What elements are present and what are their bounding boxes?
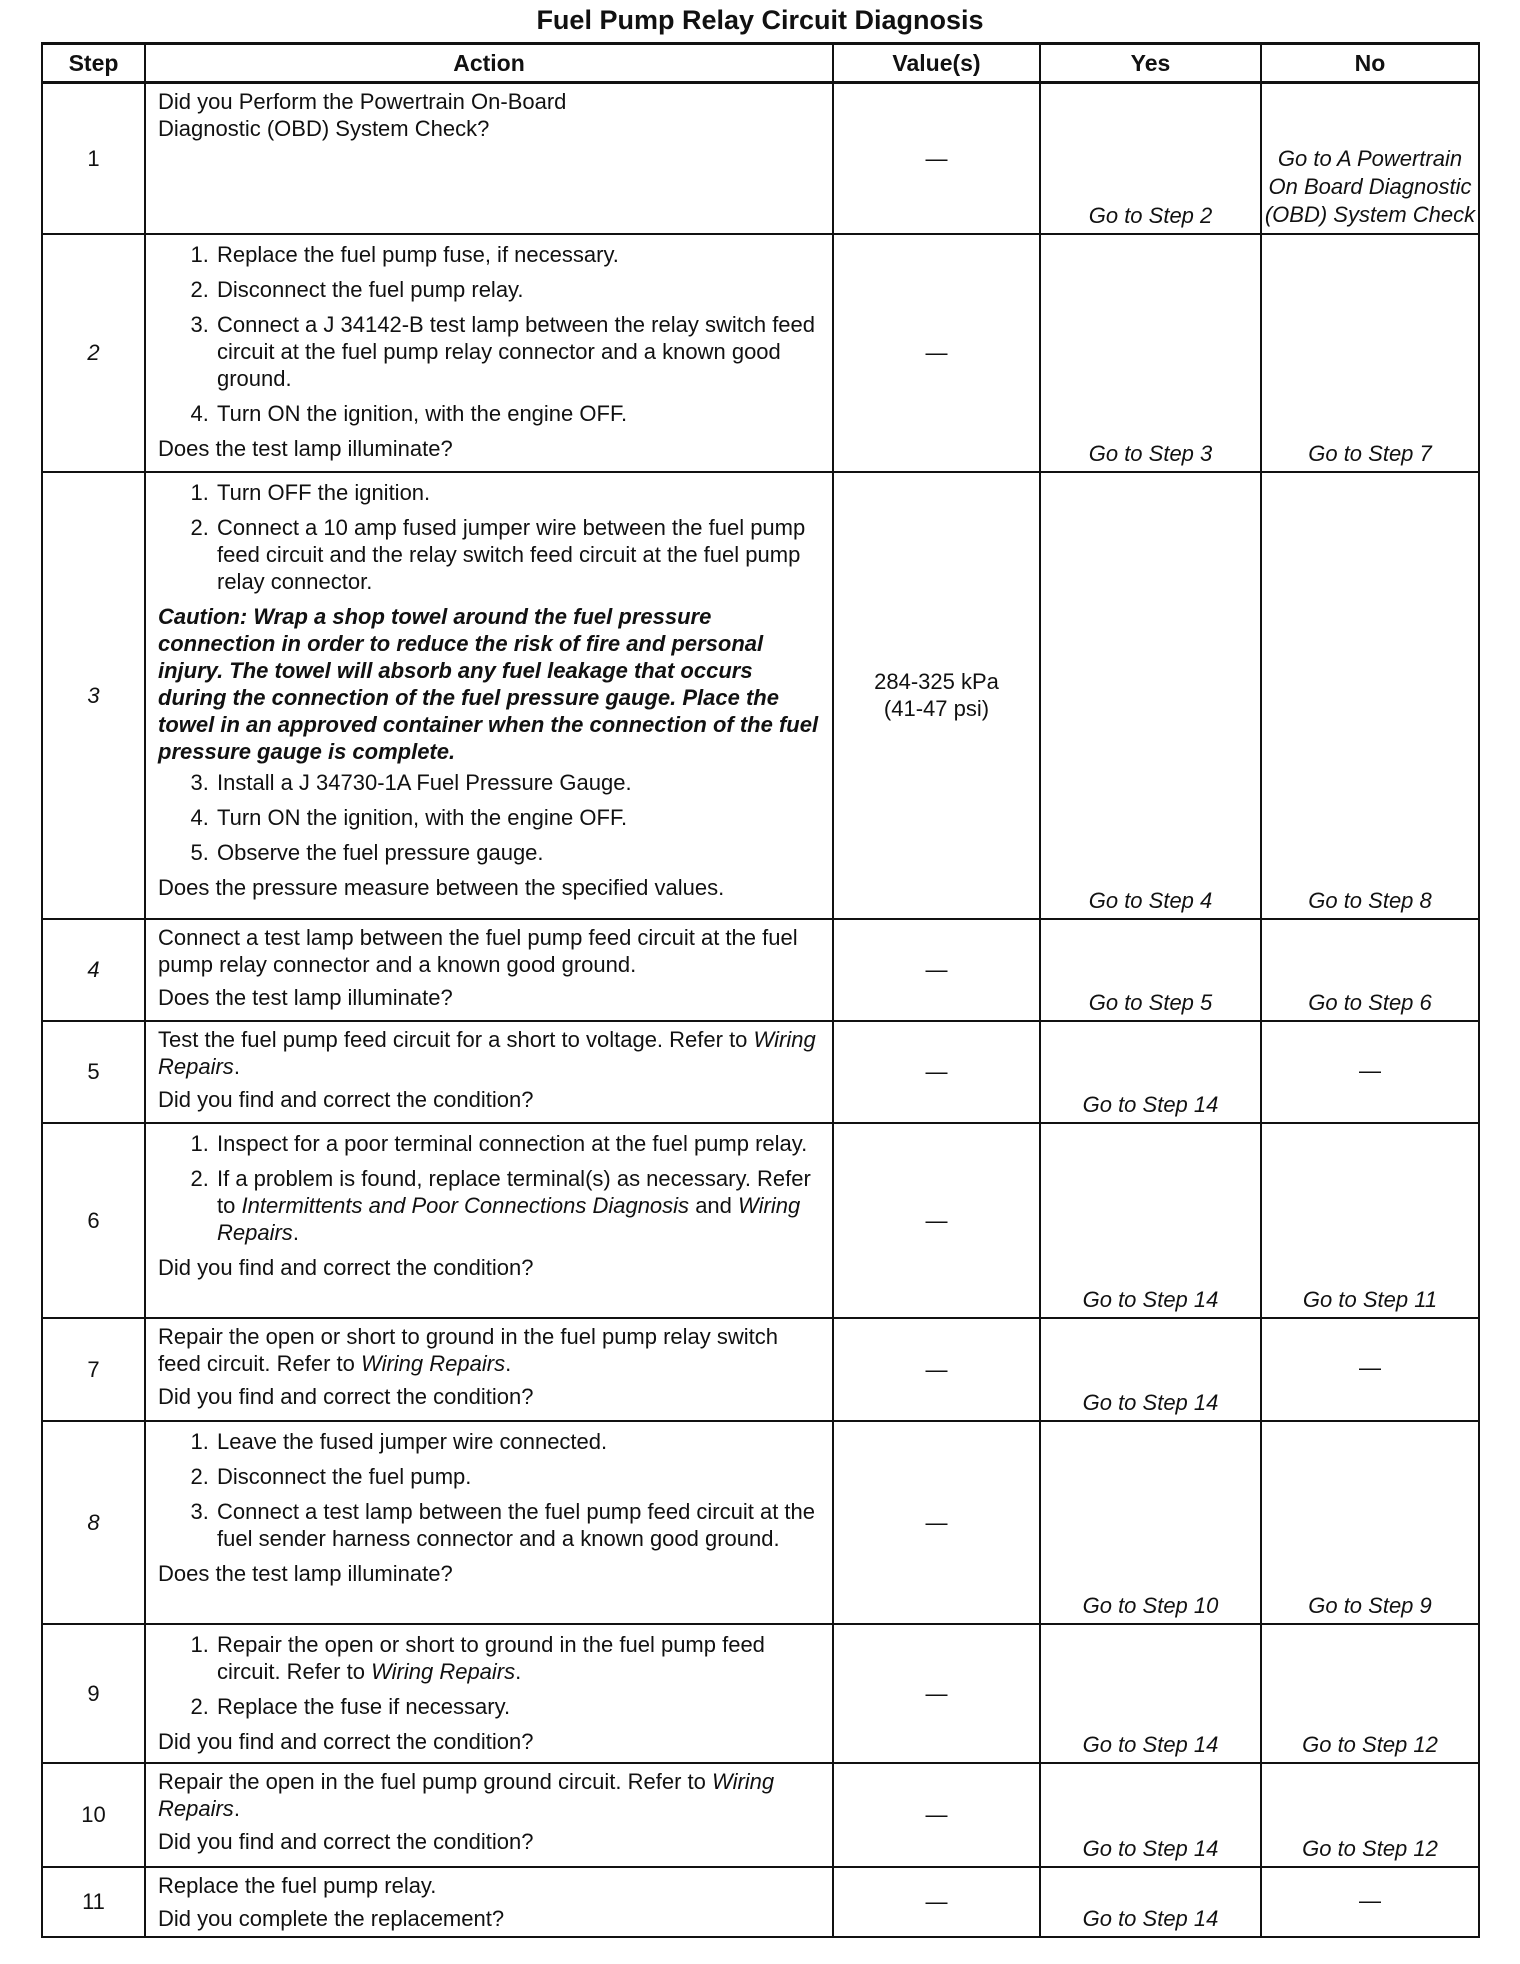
value-cell: — [833,1763,1040,1867]
table-row [42,1763,1479,1867]
action-cell [145,1867,833,1937]
header-yes: Yes [1040,44,1261,83]
yes-cell: Go to Step 3 [1040,234,1261,472]
action-text-main: Test the fuel pump feed circuit for a short to voltage. Refer to [158,1026,748,1052]
action-item: 3. Install a J 34730-1A Fuel Pressure Gauge. [215,769,824,796]
no-cell: Go to Step 6 [1261,919,1479,1021]
action-item: 3. Connect a test lamp between the fuel pump feed circuit at the fuel sender harness connector and a known good ground. [215,1498,824,1552]
action-question: Does the pressure measure between the specified values. [158,874,725,900]
no-cell: — [1261,1867,1479,1937]
header-row [42,44,1479,83]
action-cell [145,472,833,919]
wiring-repairs-ref: Wiring Repairs [361,1350,506,1376]
step-number: 2 [42,234,145,472]
step-number: 8 [42,1421,145,1624]
step-number: 6 [42,1123,145,1318]
value-cell: — [833,83,1040,234]
action-item: 2. Disconnect the fuel pump. [215,1463,824,1490]
wiring-repairs-ref: Wiring Repairs [158,1026,816,1079]
value-cell: — [833,1624,1040,1763]
intermittents-ref: Intermittents and Poor Connections Diagnosis [241,1192,690,1218]
action-cell [145,1021,833,1123]
no-cell: — [1261,1318,1479,1421]
table-row [42,234,1479,472]
value-cell: — [833,919,1040,1021]
table-row [42,1123,1479,1318]
yes-cell: Go to Step 10 [1040,1421,1261,1624]
yes-cell: Go to Step 14 [1040,1318,1261,1421]
action-question: Did you find and correct the condition? [158,1728,534,1754]
action-item: 5. Observe the fuel pressure gauge. [215,839,824,866]
action-item: 1. Leave the fused jumper wire connected. [215,1428,824,1455]
action-item-text: Repair the open or short to ground in the fuel pump feed circuit. Refer to [217,1631,765,1684]
yes-cell: Go to Step 2 [1040,83,1261,234]
action-item-text: If a problem is found, replace terminal(s) as necessary. Refer to [217,1165,811,1218]
table-row [42,1867,1479,1937]
no-cell: Go to Step 11 [1261,1123,1479,1318]
action-cell [145,1421,833,1624]
action-item: 1. Repair the open or short to ground in the fuel pump feed circuit. Refer to Wiring Repairs. [215,1631,824,1685]
table-row [42,1624,1479,1763]
action-cell [145,234,833,472]
yes-cell: Go to Step 14 [1040,1123,1261,1318]
action-item: 3. Connect a J 34142-B test lamp between the relay switch feed circuit at the fuel pump relay connector and a known good ground. [215,311,824,392]
action-question: Does the test lamp illuminate? [158,435,453,461]
yes-cell: Go to Step 4 [1040,472,1261,919]
no-text: Go to A Powertrain On Board Diagnostic (OBD) System Check [1264,145,1476,227]
action-item: 2. Disconnect the fuel pump relay. [215,276,824,303]
value-cell: — [833,1123,1040,1318]
action-item: 1. Replace the fuel pump fuse, if necessary. [215,241,824,268]
action-question: Did you find and correct the condition? [158,1254,534,1280]
action-item: 2. Connect a 10 amp fused jumper wire between the fuel pump feed circuit and the relay switch feed circuit at the fuel pump relay connector. [215,514,824,595]
action-item: 4. Turn ON the ignition, with the engine OFF. [215,400,824,427]
no-cell: Go to Step 8 [1261,472,1479,919]
action-item: 1. Inspect for a poor terminal connection at the fuel pump relay. [215,1130,824,1157]
yes-cell: Go to Step 14 [1040,1624,1261,1763]
wiring-repairs-ref: Wiring Repairs [158,1768,775,1821]
action-cell [145,919,833,1021]
table-row [42,919,1479,1021]
step-number: 11 [42,1867,145,1937]
action-item: 4. Turn ON the ignition, with the engine OFF. [215,804,824,831]
table-row [42,472,1479,919]
value-cell: — [833,1021,1040,1123]
action-cell [145,83,833,234]
action-question: Did you complete the replacement? [158,1905,505,1931]
no-cell: Go to Step 9 [1261,1421,1479,1624]
action-question: Does the test lamp illuminate? [158,984,453,1010]
page-title: Fuel Pump Relay Circuit Diagnosis [536,5,984,35]
header-values: Value(s) [833,44,1040,83]
table-row [42,1318,1479,1421]
no-cell [1261,83,1479,234]
no-cell: Go to Step 12 [1261,1763,1479,1867]
diagnosis-table [41,42,1480,1938]
step-number: 4 [42,919,145,1021]
step-number: 10 [42,1763,145,1867]
yes-cell: Go to Step 14 [1040,1021,1261,1123]
no-cell: Go to Step 12 [1261,1624,1479,1763]
header-step: Step [42,44,145,83]
header-no: No [1261,44,1479,83]
action-cell [145,1318,833,1421]
no-cell: — [1261,1021,1479,1123]
wiring-repairs-ref: Wiring Repairs [371,1658,516,1684]
action-cell [145,1763,833,1867]
action-question: Did you find and correct the condition? [158,1828,534,1854]
action-text: Test the fuel pump feed circuit for a short to voltage. Refer to Wiring Repairs. [158,1026,816,1079]
step-number: 7 [42,1318,145,1421]
action-item: 2. Replace the fuse if necessary. [215,1693,824,1720]
table-row [42,83,1479,234]
no-cell: Go to Step 7 [1261,234,1479,472]
table-row [42,1421,1479,1624]
value-cell: — [833,234,1040,472]
action-question: Did you find and correct the condition? [158,1383,534,1409]
action-cell [145,1624,833,1763]
action-question: Does the test lamp illuminate? [158,1560,453,1586]
table-row [42,1021,1479,1123]
action-text: Repair the open or short to ground in the fuel pump relay switch feed circuit. Refer to Wiring Repairs. [158,1323,779,1376]
action-text: Repair the open in the fuel pump ground circuit. Refer to Wiring Repairs. [158,1768,775,1821]
wiring-repairs-ref: Wiring Repairs [217,1192,801,1245]
value-cell: — [833,1867,1040,1937]
action-item-and: and [695,1192,732,1218]
caution-note: Caution: Wrap a shop towel around the fuel pressure connection in order to reduce the risk of fire and personal injury. The towel will absorb any fuel leakage that occurs during the connection of the fuel pressure gauge. Place the towel in an approved container when the connection of the fuel pressure gauge is complete. [158,603,819,764]
step-number: 1 [42,83,145,234]
yes-cell: Go to Step 5 [1040,919,1261,1021]
value-psi: (41-47 psi) [883,696,990,721]
value-cell: — [833,1318,1040,1421]
value-cell [833,472,1040,919]
action-text-main: Repair the open in the fuel pump ground circuit. Refer to [158,1768,706,1794]
action-text-main: Repair the open or short to ground in the fuel pump relay switch feed circuit. Refer to [158,1323,779,1376]
action-cell [145,1123,833,1318]
step-number: 3 [42,472,145,919]
step-number: 9 [42,1624,145,1763]
value-kpa: 284-325 kPa [874,669,999,694]
action-item: 2. If a problem is found, replace terminal(s) as necessary. Refer to Intermittents and Poor Connections Diagnosis and Wiring Repairs. [215,1165,824,1246]
action-text: Did you Perform the Powertrain On-Board Diagnostic (OBD) System Check? [158,89,567,141]
yes-cell: Go to Step 14 [1040,1763,1261,1867]
action-question: Did you find and correct the condition? [158,1086,534,1112]
header-action: Action [145,44,833,83]
value-cell: — [833,1421,1040,1624]
action-text: Replace the fuel pump relay. [158,1872,437,1898]
yes-cell: Go to Step 14 [1040,1867,1261,1937]
action-text: Connect a test lamp between the fuel pump feed circuit at the fuel pump relay connector and a known good ground. [158,924,798,977]
step-number: 5 [42,1021,145,1123]
action-item: 1. Turn OFF the ignition. [215,479,824,506]
